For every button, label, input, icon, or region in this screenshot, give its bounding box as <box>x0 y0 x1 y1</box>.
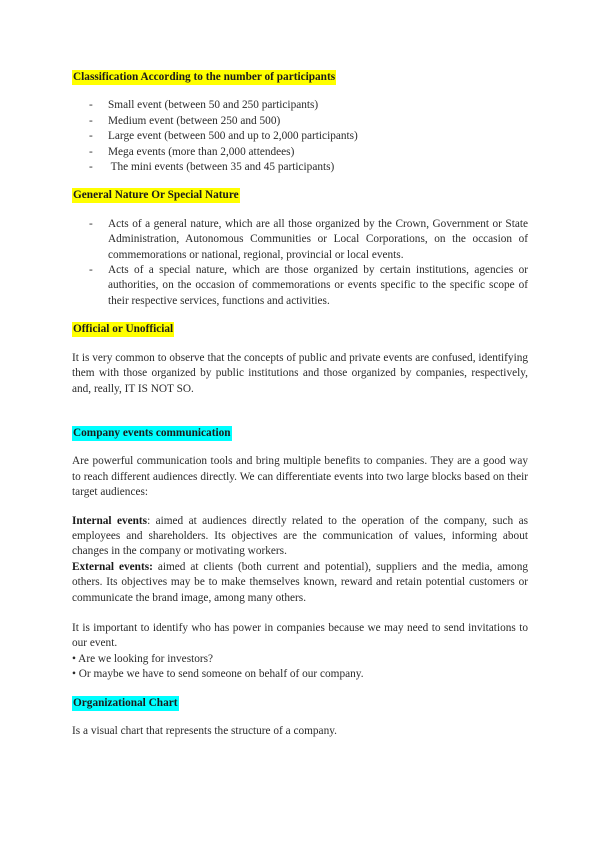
internal-events-label: Internal events <box>72 514 148 527</box>
heading-nature <box>72 188 528 203</box>
list-item: - The mini events (between 35 and 45 participants) <box>72 160 528 175</box>
heading-classification <box>72 70 528 85</box>
list-item: - Acts of a general nature, which are all those organized by the Crown, Government or State Administration, Autonomous Communities or Local Corporations, on the occasion of commemorations or national, regional, provincial or local events. <box>72 217 528 263</box>
nature-list <box>72 217 528 309</box>
external-events-text: aimed at clients (both current and potential), suppliers and the media, among others. Its objectives may be to make themselves known, reward and retain potential customers or communicate the brand image, among many others. <box>72 560 528 604</box>
heading-company-events-text: Company events communication <box>73 426 231 439</box>
bullet-investors: • Are we looking for investors? <box>72 652 214 665</box>
internal-events-text: : aimed at audiences directly related to the operation of the company, such as employees and shareholders. Its objectives are the communication of values, informing about changes in the company or motivating workers. <box>72 514 528 558</box>
list-item: - Large event (between 500 and up to 2,000 participants) <box>72 129 528 144</box>
power-paragraph: It is important to identify who has power in companies because we may need to send invitations to our event. <box>72 621 528 650</box>
external-events-label: External events: <box>72 560 153 573</box>
heading-org-chart-text: Organizational Chart <box>73 696 178 709</box>
heading-company-events <box>72 426 528 441</box>
company-events-intro: Are powerful communication tools and bring multiple benefits to companies. They are a good way to reach different audiences directly. We can differentiate events into two large blocks based on their target audiences: <box>72 455 528 499</box>
list-item: - Small event (between 50 and 250 participants) <box>72 98 528 113</box>
external-events-paragraph <box>72 560 528 606</box>
heading-official <box>72 322 528 337</box>
participants-list <box>72 98 528 175</box>
bullet-behalf: • Or maybe we have to send someone on behalf of our company. <box>72 668 364 681</box>
list-item: - Medium event (between 250 and 500) <box>72 114 528 129</box>
heading-nature-text: General Nature Or Special Nature <box>73 189 239 202</box>
list-item: - Acts of a special nature, which are those organized by certain institutions, agencies or authorities, on the occasion of commemorations or events specific to the specific scope of their respective services, functions and activities. <box>72 263 528 309</box>
heading-org-chart <box>72 696 528 711</box>
official-paragraph: It is very common to observe that the concepts of public and private events are confused, identifying them with those organized by public institutions and those organized by companies, respectively, and, really, IT IS NOT SO. <box>72 351 528 395</box>
list-item: - Mega events (more than 2,000 attendees) <box>72 145 528 160</box>
org-chart-paragraph: Is a visual chart that represents the structure of a company. <box>72 725 337 737</box>
internal-events-paragraph <box>72 514 528 560</box>
document-page <box>72 70 528 739</box>
heading-classification-text: Classification According to the number of participants <box>73 71 336 83</box>
heading-official-text: Official or Unofficial <box>73 323 174 336</box>
